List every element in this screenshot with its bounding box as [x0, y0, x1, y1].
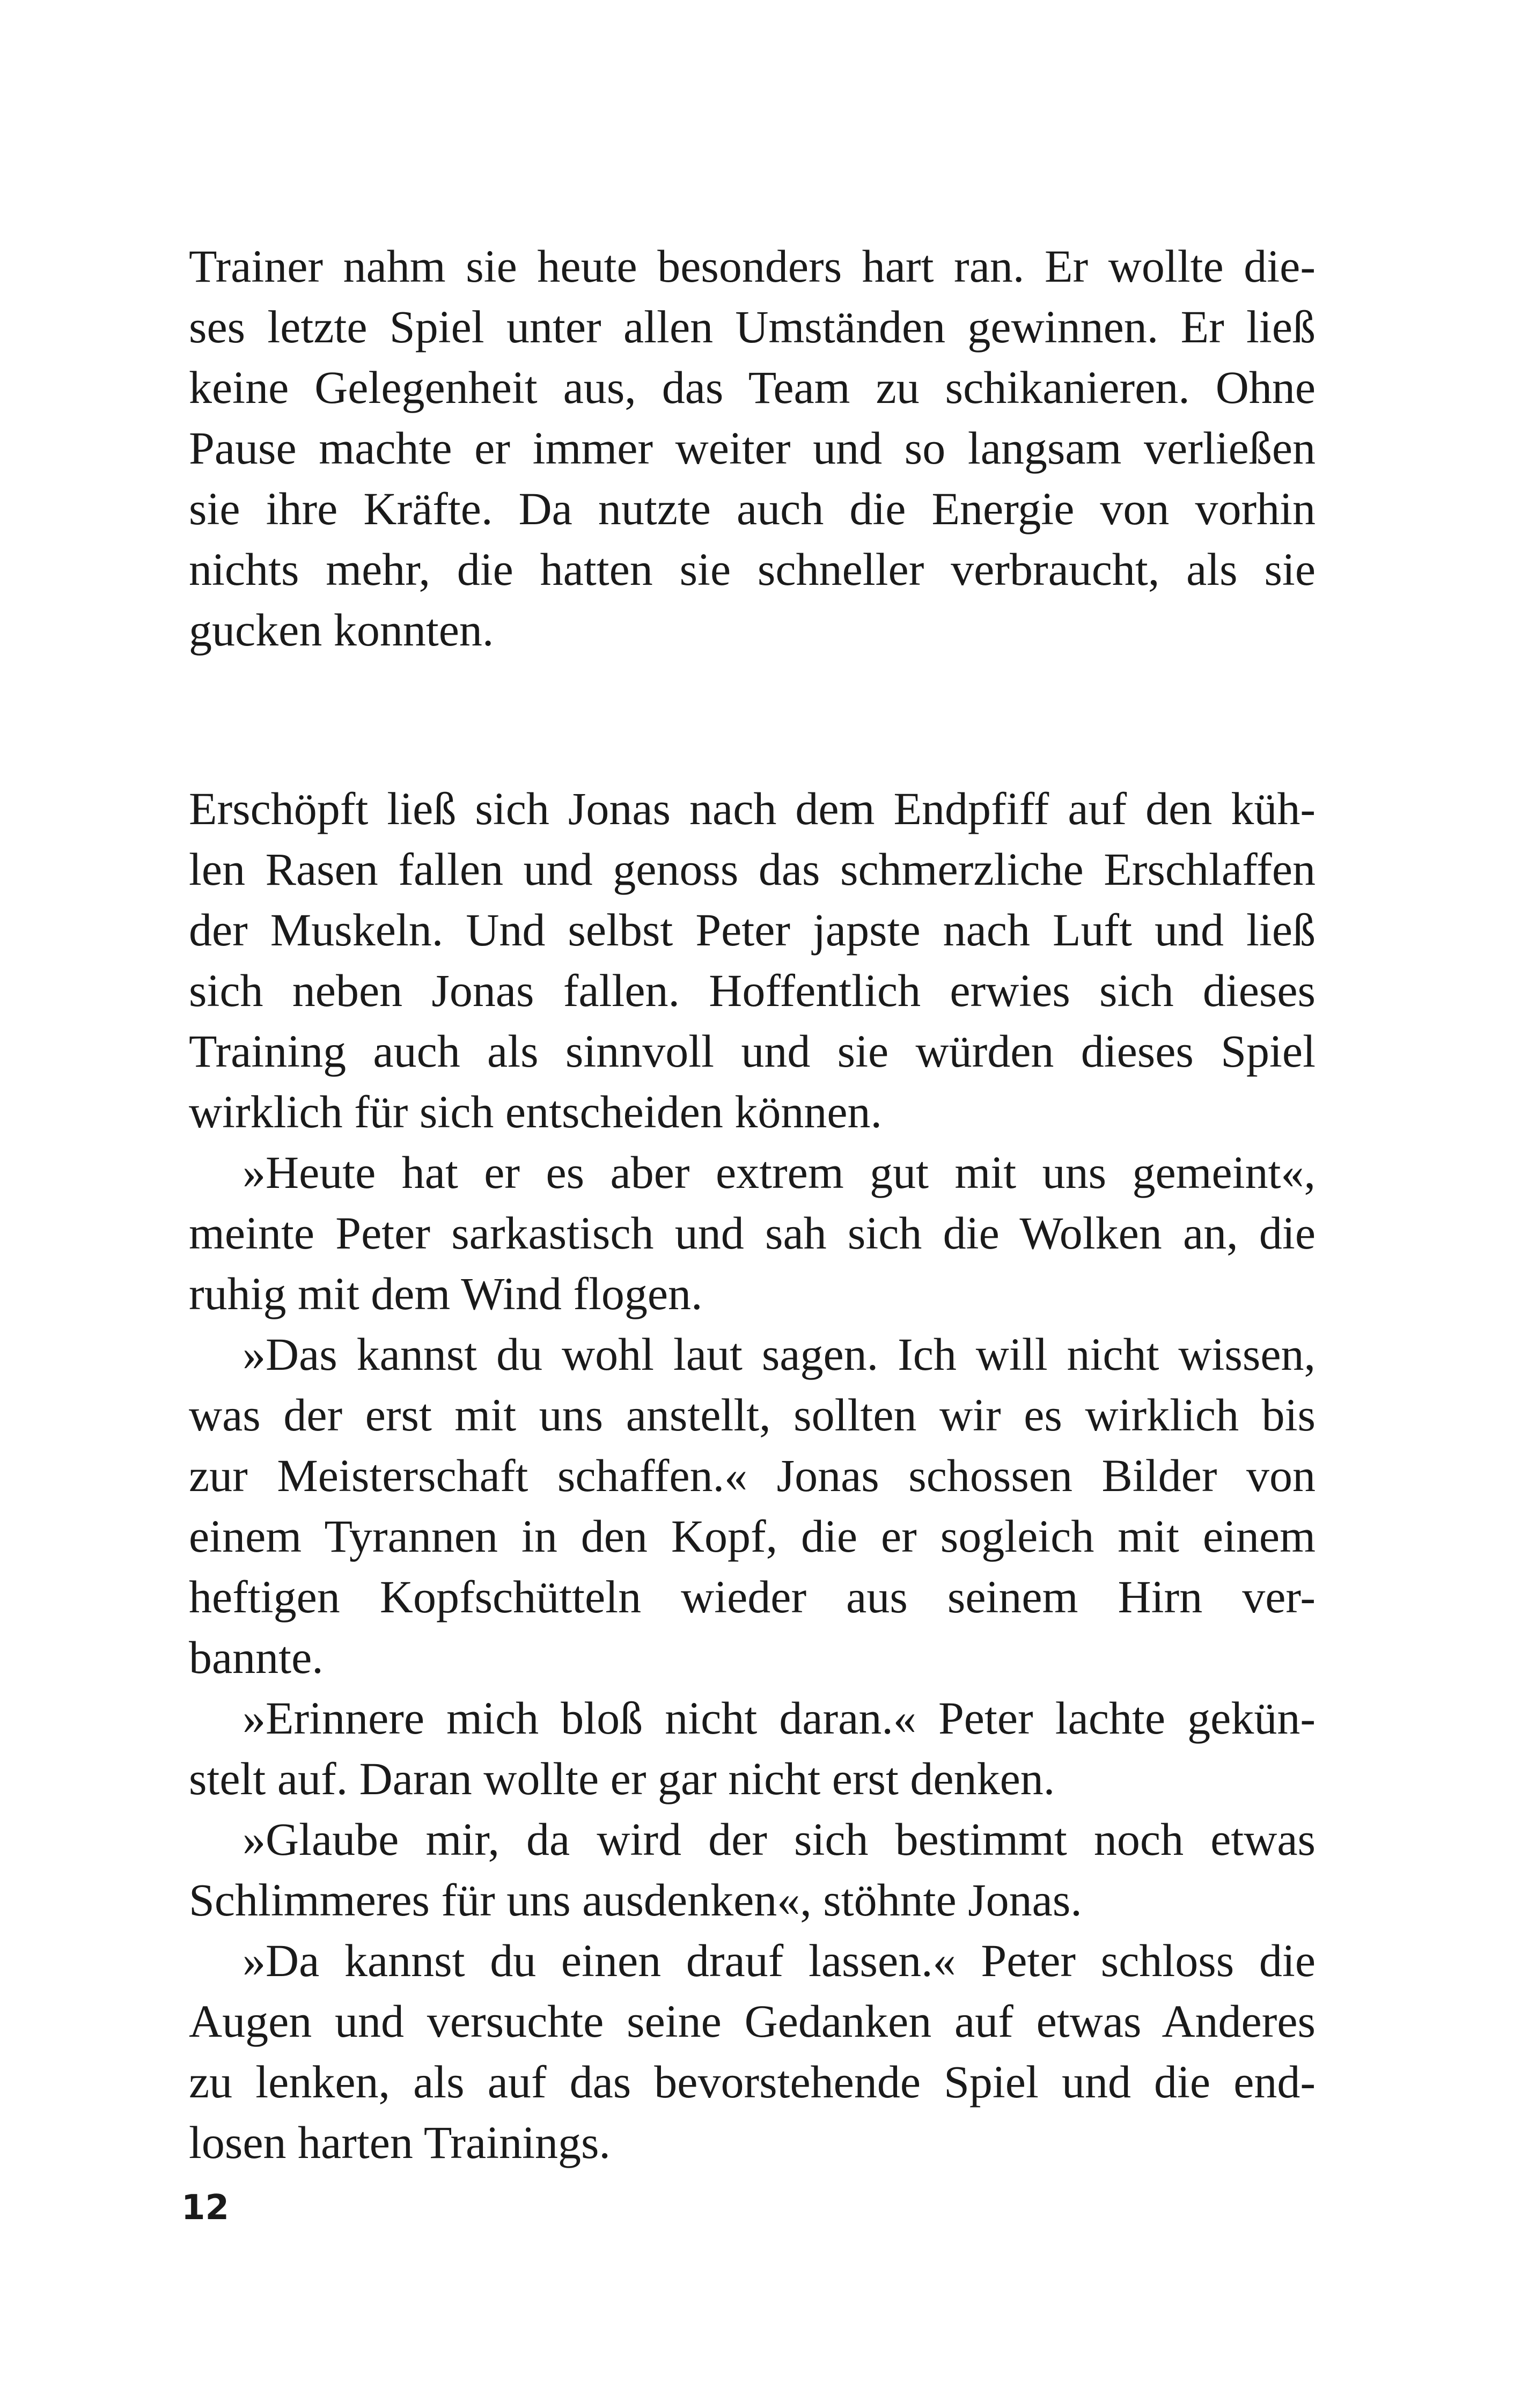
body-text	[189, 236, 1316, 2173]
text-line: ruhig mit dem Wind flogen.	[189, 1268, 703, 1319]
text-line: losen harten Trainings.	[189, 2117, 611, 2168]
text-line: Training auch als sinnvoll und sie würden dieses Spiel	[189, 1025, 1316, 1077]
text-line: zur Meisterschaft schaffen.« Jonas schossen Bilder von	[189, 1450, 1316, 1501]
text-line: »Das kannst du wohl laut sagen. Ich will nicht wissen,	[243, 1328, 1316, 1380]
text-line: einem Tyrannen in den Kopf, die er sogleich mit einem	[189, 1510, 1316, 1562]
paragraph-5	[189, 1688, 1316, 1809]
paragraph-2	[189, 779, 1316, 1142]
text-line: Trainer nahm sie heute besonders hart ran. Er wollte die-	[189, 240, 1316, 292]
text-line: was der erst mit uns anstellt, sollten wir es wirklich bis	[189, 1389, 1316, 1441]
text-line: Augen und versuchte seine Gedanken auf etwas Anderes	[189, 1995, 1316, 2047]
text-line: Pause machte er immer weiter und so langsam verließen	[189, 422, 1316, 474]
text-line: sich neben Jonas fallen. Hoffentlich erwies sich dieses	[189, 965, 1316, 1016]
text-line: heftigen Kopfschütteln wieder aus seinem Hirn ver-	[189, 1571, 1316, 1623]
text-line: »Da kannst du einen drauf lassen.« Peter schloss die	[243, 1935, 1316, 1986]
text-line: der Muskeln. Und selbst Peter japste nach Luft und ließ	[189, 904, 1316, 956]
paragraph-3	[189, 1142, 1316, 1324]
text-line: zu lenken, als auf das bevorstehende Spiel und die end-	[189, 2056, 1316, 2108]
text-line: len Rasen fallen und genoss das schmerzliche Erschlaffen	[189, 843, 1316, 895]
text-line: keine Gelegenheit aus, das Team zu schikanieren. Ohne	[189, 362, 1316, 413]
paragraph-4	[189, 1324, 1316, 1688]
text-line: sie ihre Kräfte. Da nutzte auch die Energie von vorhin	[189, 483, 1316, 534]
text-line: stelt auf. Daran wollte er gar nicht erst denken.	[189, 1753, 1055, 1804]
text-line: »Glaube mir, da wird der sich bestimmt noch etwas	[243, 1814, 1316, 1865]
text-line: »Erinnere mich bloß nicht daran.« Peter lachte gekün-	[243, 1692, 1316, 1744]
section-gap	[189, 660, 1316, 779]
text-line: bannte.	[189, 1632, 324, 1683]
text-line: Erschöpft ließ sich Jonas nach dem Endpfiff auf den küh-	[189, 783, 1316, 834]
text-line: nichts mehr, die hatten sie schneller verbraucht, als sie	[189, 544, 1316, 595]
text-line: gucken konnten.	[189, 604, 494, 656]
paragraph-1	[189, 236, 1316, 660]
text-line: ses letzte Spiel unter allen Umständen gewinnen. Er ließ	[189, 301, 1316, 353]
page-number: 12	[181, 2188, 230, 2228]
text-line: »Heute hat er es aber extrem gut mit uns gemeint«,	[243, 1147, 1316, 1198]
paragraph-6	[189, 1809, 1316, 1930]
paragraph-7	[189, 1930, 1316, 2173]
text-line: Schlimmeres für uns ausdenken«, stöhnte Jonas.	[189, 1874, 1082, 1926]
text-line: wirklich für sich entscheiden können.	[189, 1086, 883, 1137]
text-line: meinte Peter sarkastisch und sah sich die Wolken an, die	[189, 1207, 1316, 1259]
